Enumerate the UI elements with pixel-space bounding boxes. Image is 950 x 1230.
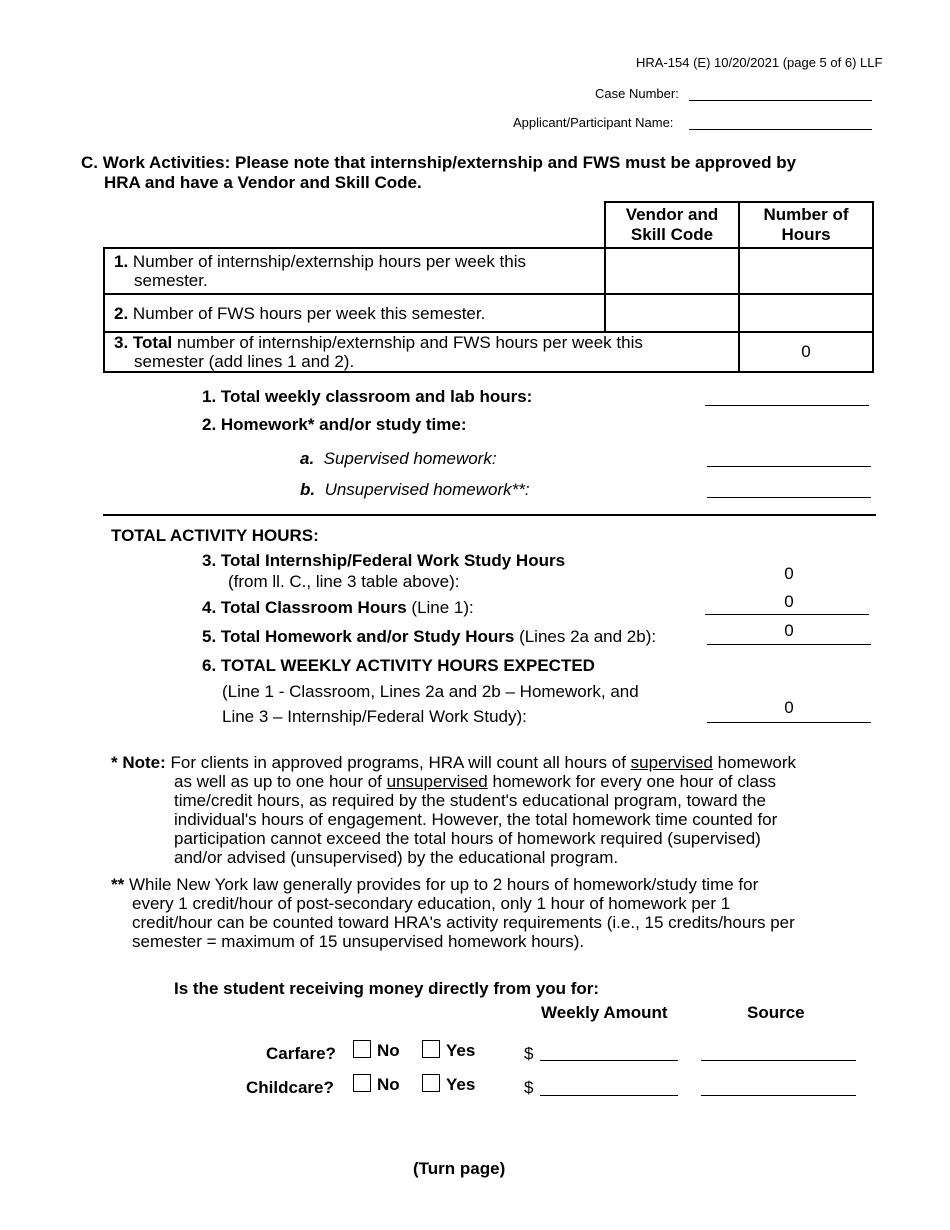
row2-description: 2. Number of FWS hours per week this semester. <box>104 294 605 332</box>
homework-label: 2. Homework* and/or study time: <box>202 415 467 434</box>
total-classroom-value: 0 <box>784 592 794 611</box>
total-internship-label: 3. Total Internship/Federal Work Study Hours <box>202 551 566 570</box>
unsupervised-homework-field[interactable] <box>707 497 871 498</box>
row1-vendor-cell[interactable] <box>605 248 739 294</box>
total-homework-label: 5. Total Homework and/or Study Hours (Lines 2a and 2b): <box>202 627 657 646</box>
total-weekly-label: 6. TOTAL WEEKLY ACTIVITY HOURS EXPECTED <box>202 656 595 675</box>
childcare-yes-option[interactable]: Yes <box>422 1074 475 1095</box>
table-row <box>104 332 873 372</box>
total-internship-value: 0 <box>784 564 794 583</box>
classroom-hours-label: 1. Total weekly classroom and lab hours: <box>202 387 533 406</box>
row3-hours-value: 0 <box>739 332 873 372</box>
table-corner <box>104 202 605 248</box>
childcare-no-option[interactable]: No <box>353 1074 400 1095</box>
total-weekly-field <box>707 722 871 723</box>
total-weekly-sublabel-1: (Line 1 - Classroom, Lines 2a and 2b – Homework, and <box>222 682 639 701</box>
carfare-no-checkbox[interactable] <box>353 1040 371 1058</box>
form-id: HRA-154 (E) 10/20/2021 (page 5 of 6) LLF <box>636 55 883 70</box>
childcare-weekly-amount-field[interactable] <box>540 1095 678 1096</box>
table-row <box>104 248 873 294</box>
carfare-weekly-amount-field[interactable] <box>540 1060 678 1061</box>
case-number-label: Case Number: <box>595 86 679 101</box>
childcare-label: Childcare? <box>246 1078 334 1097</box>
total-homework-value: 0 <box>784 621 794 640</box>
col-header-weekly-amount: Weekly Amount <box>541 1003 668 1022</box>
col-header-vendor: Vendor and Skill Code <box>605 202 739 248</box>
section-title <box>81 153 796 193</box>
row3-description: 3. Total number of internship/externship and FWS hours per week this semester (add lines 1 and 2). <box>104 332 739 372</box>
childcare-no-checkbox[interactable] <box>353 1074 371 1092</box>
carfare-yes-checkbox[interactable] <box>422 1040 440 1058</box>
total-activity-heading: TOTAL ACTIVITY HOURS: <box>111 526 319 545</box>
row2-vendor-cell[interactable] <box>605 294 739 332</box>
childcare-source-field[interactable] <box>701 1095 856 1096</box>
section-title-line-1: C. Work Activities: Please note that internship/externship and FWS must be approved by <box>81 153 797 172</box>
section-title-line-2: HRA and have a Vendor and Skill Code. <box>104 173 422 192</box>
total-homework-field <box>707 644 871 645</box>
childcare-yes-checkbox[interactable] <box>422 1074 440 1092</box>
carfare-dollar-sign: $ <box>524 1044 534 1063</box>
turn-page-note: (Turn page) <box>413 1159 506 1178</box>
classroom-hours-field[interactable] <box>705 405 869 406</box>
supervised-homework-field[interactable] <box>707 466 871 467</box>
total-weekly-value: 0 <box>784 698 794 717</box>
section-divider <box>103 514 876 516</box>
applicant-name-label: Applicant/Participant Name: <box>513 115 674 130</box>
case-number-field[interactable] <box>689 86 872 101</box>
note-new-york-law: ** While New York law generally provides for up to 2 hours of homework/study time for every 1 credit/hour of post-secondary education, only 1 hour of homework per 1 credit/hour can be counted toward HRA's activity requirements (i.e., 15 credits/hours per semester = maximum of 15 unsupervised homework hours). <box>111 875 795 951</box>
row1-hours-cell[interactable] <box>739 248 873 294</box>
carfare-no-option[interactable]: No <box>353 1040 400 1061</box>
carfare-yes-option[interactable]: Yes <box>422 1040 475 1061</box>
supervised-homework-label: a. Supervised homework: <box>300 449 497 468</box>
note-supervised-homework: * Note: For clients in approved programs, HRA will count all hours of supervised homework as well as up to one hour of unsupervised homework for every one hour of class time/credit hours, as required by the student's educational program, toward the individual's hours of engagement. However, the total homework time counted for participation cannot exceed the total hours of homework required (supervised) and/or advised (unsupervised) by the educational program. <box>111 753 797 867</box>
row2-hours-cell[interactable] <box>739 294 873 332</box>
col-header-hours: Number of Hours <box>739 202 873 248</box>
applicant-name-field[interactable] <box>689 115 872 130</box>
work-activities-table <box>103 201 874 373</box>
total-weekly-sublabel-2: Line 3 – Internship/Federal Work Study): <box>222 707 527 726</box>
unsupervised-homework-label: b. Unsupervised homework**: <box>300 480 530 499</box>
total-internship-sublabel: (from ll. C., line 3 table above): <box>228 572 460 591</box>
col-header-source: Source <box>747 1003 805 1022</box>
total-classroom-field <box>705 614 869 615</box>
total-classroom-label: 4. Total Classroom Hours (Line 1): <box>202 598 474 617</box>
money-question: Is the student receiving money directly from you for: <box>174 979 600 998</box>
carfare-label: Carfare? <box>266 1044 336 1063</box>
carfare-source-field[interactable] <box>701 1060 856 1061</box>
table-row <box>104 294 873 332</box>
row1-description: 1. Number of internship/externship hours per week this semester. <box>104 248 605 294</box>
childcare-dollar-sign: $ <box>524 1078 534 1097</box>
